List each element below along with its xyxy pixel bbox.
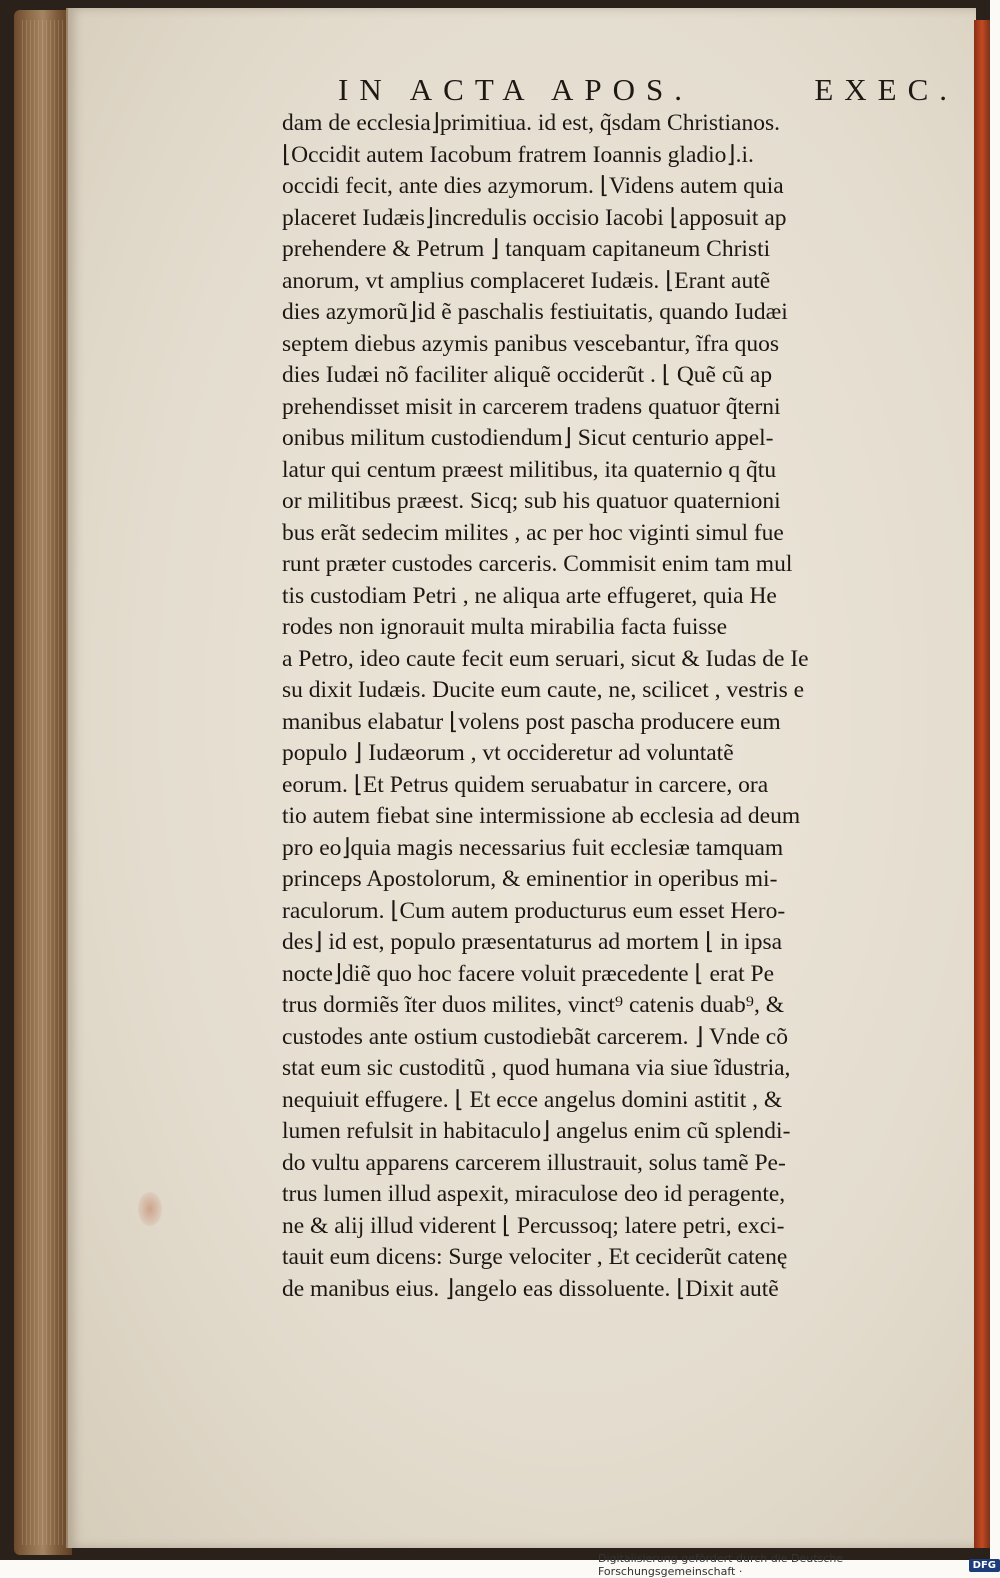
text-line: dam de ecclesia⌋primitiua. id est, q̃sdam Christianos. bbox=[282, 110, 780, 136]
text-line: ⌊Occidit autem Iacobum fratrem Ioannis gladio⌋.i. bbox=[282, 141, 754, 168]
text-line: dies azymorũ⌋id ẽ paschalis festiuitatis, quando Iudæi bbox=[282, 299, 788, 325]
text-line: placeret Iudæis⌋incredulis occisio Iacobi ⌊apposuit ap bbox=[282, 204, 787, 231]
text-line: latur qui centum præest militibus, ita quaternio q q̃tu bbox=[282, 456, 777, 483]
text-line: tio autem fiebat sine intermissione ab ecclesia ad deum bbox=[282, 803, 801, 829]
text-line: do vultu apparens carcerem illustrauit, solus tamẽ Pe- bbox=[282, 1149, 786, 1176]
text-line: princeps Apostolorum, & eminentior in operibus mi- bbox=[282, 866, 778, 892]
paper-stain bbox=[138, 1192, 162, 1226]
text-line: su dixit Iudæis. Ducite eum caute, ne, scilicet , vestris e bbox=[282, 677, 805, 703]
book-cover-edge bbox=[974, 20, 990, 1548]
text-line: nocte⌋diẽ quo hoc facere voluit præcedente ⌊ erat Pe bbox=[282, 960, 775, 987]
text-line: pro eo⌋quia magis necessarius fuit ecclesiæ tamquam bbox=[282, 834, 784, 861]
text-line: a Petro, ideo caute fecit eum seruari, sicut & Iudas de Ie bbox=[282, 645, 809, 672]
text-line: tis custodiam Petri , ne aliqua arte effugeret, quia He bbox=[282, 582, 777, 609]
text-line: nequiuit effugere. ⌊ Et ecce angelus domini astitit , & bbox=[282, 1086, 783, 1113]
text-line: or militibus præest. Sicq; sub his quatuor quaternioni bbox=[282, 488, 781, 514]
text-line: populo ⌋ Iudæorum , vt occideretur ad voluntatẽ bbox=[282, 740, 734, 766]
dfg-logo: DFG bbox=[969, 1559, 1000, 1572]
text-line: runt præter custodes carceris. Commisit enim tam mul bbox=[282, 551, 793, 577]
text-line: occidi fecit, ante dies azymorum. ⌊Videns autem quia bbox=[282, 173, 784, 199]
running-header-title: IN ACTA APOS. bbox=[338, 72, 693, 107]
text-line: septem diebus azymis panibus vescebantur, ĩfra quos bbox=[282, 330, 779, 357]
text-line: rodes non ignorauit multa mirabilia facta fuisse bbox=[282, 614, 728, 640]
running-header bbox=[338, 72, 958, 108]
digitization-credit bbox=[598, 1552, 1000, 1578]
book-page-edges bbox=[14, 10, 72, 1555]
text-line: dies Iudæi nõ faciliter aliquẽ occiderũt . ⌊ Quẽ cũ ap bbox=[282, 362, 773, 388]
text-line: onibus militum custodiendum⌋ Sicut centurio appel- bbox=[282, 425, 774, 451]
text-line: prehendisset misit in carcerem tradens quatuor q̃terni bbox=[282, 393, 781, 420]
text-line: lumen refulsit in habitaculo⌋ angelus enim cũ splendi- bbox=[282, 1118, 791, 1144]
text-line: custodes ante ostium custodiebãt carcerem. ⌋ Vnde cõ bbox=[282, 1023, 788, 1050]
text-line: trus dormiẽs ĩter duos milites, vinct⁹ catenis duab⁹, & bbox=[282, 992, 784, 1018]
text-line: tauit eum dicens: Surge velociter , Et ceciderũt catenę bbox=[282, 1244, 788, 1270]
text-line: des⌋ id est, populo præsentaturus ad mortem ⌊ in ipsa bbox=[282, 929, 783, 955]
text-line: bus erãt sedecim milites , ac per hoc viginti simul fue bbox=[282, 519, 784, 546]
text-line: eorum. ⌊Et Petrus quidem seruabatur in carcere, ora bbox=[282, 771, 769, 798]
text-line: stat eum sic custoditũ , quod humana via siue ĩdustria, bbox=[282, 1055, 791, 1081]
body-text bbox=[282, 108, 958, 1305]
text-line: prehendere & Petrum ⌋ tanquam capitaneum Christi bbox=[282, 236, 771, 262]
text-line: de manibus eius. ⌋angelo eas dissoluente. ⌊Dixit autẽ bbox=[282, 1275, 779, 1302]
text-line: ne & alij illud viderent ⌊ Percussoq; latere petri, exci- bbox=[282, 1212, 785, 1239]
text-line: anorum, vt amplius complaceret Iudæis. ⌊Erant autẽ bbox=[282, 267, 771, 294]
text-line: raculorum. ⌊Cum autem producturus eum esset Hero- bbox=[282, 897, 786, 924]
text-line: trus lumen illud aspexit, miraculose deo id peragente, bbox=[282, 1181, 786, 1207]
text-line: manibus elabatur ⌊volens post pascha producere eum bbox=[282, 708, 781, 735]
running-header-folio: EXEC. bbox=[814, 72, 958, 107]
credit-text: Digitalisierung gefördert durch die Deutsche Forschungsgemeinschaft · bbox=[598, 1552, 844, 1578]
